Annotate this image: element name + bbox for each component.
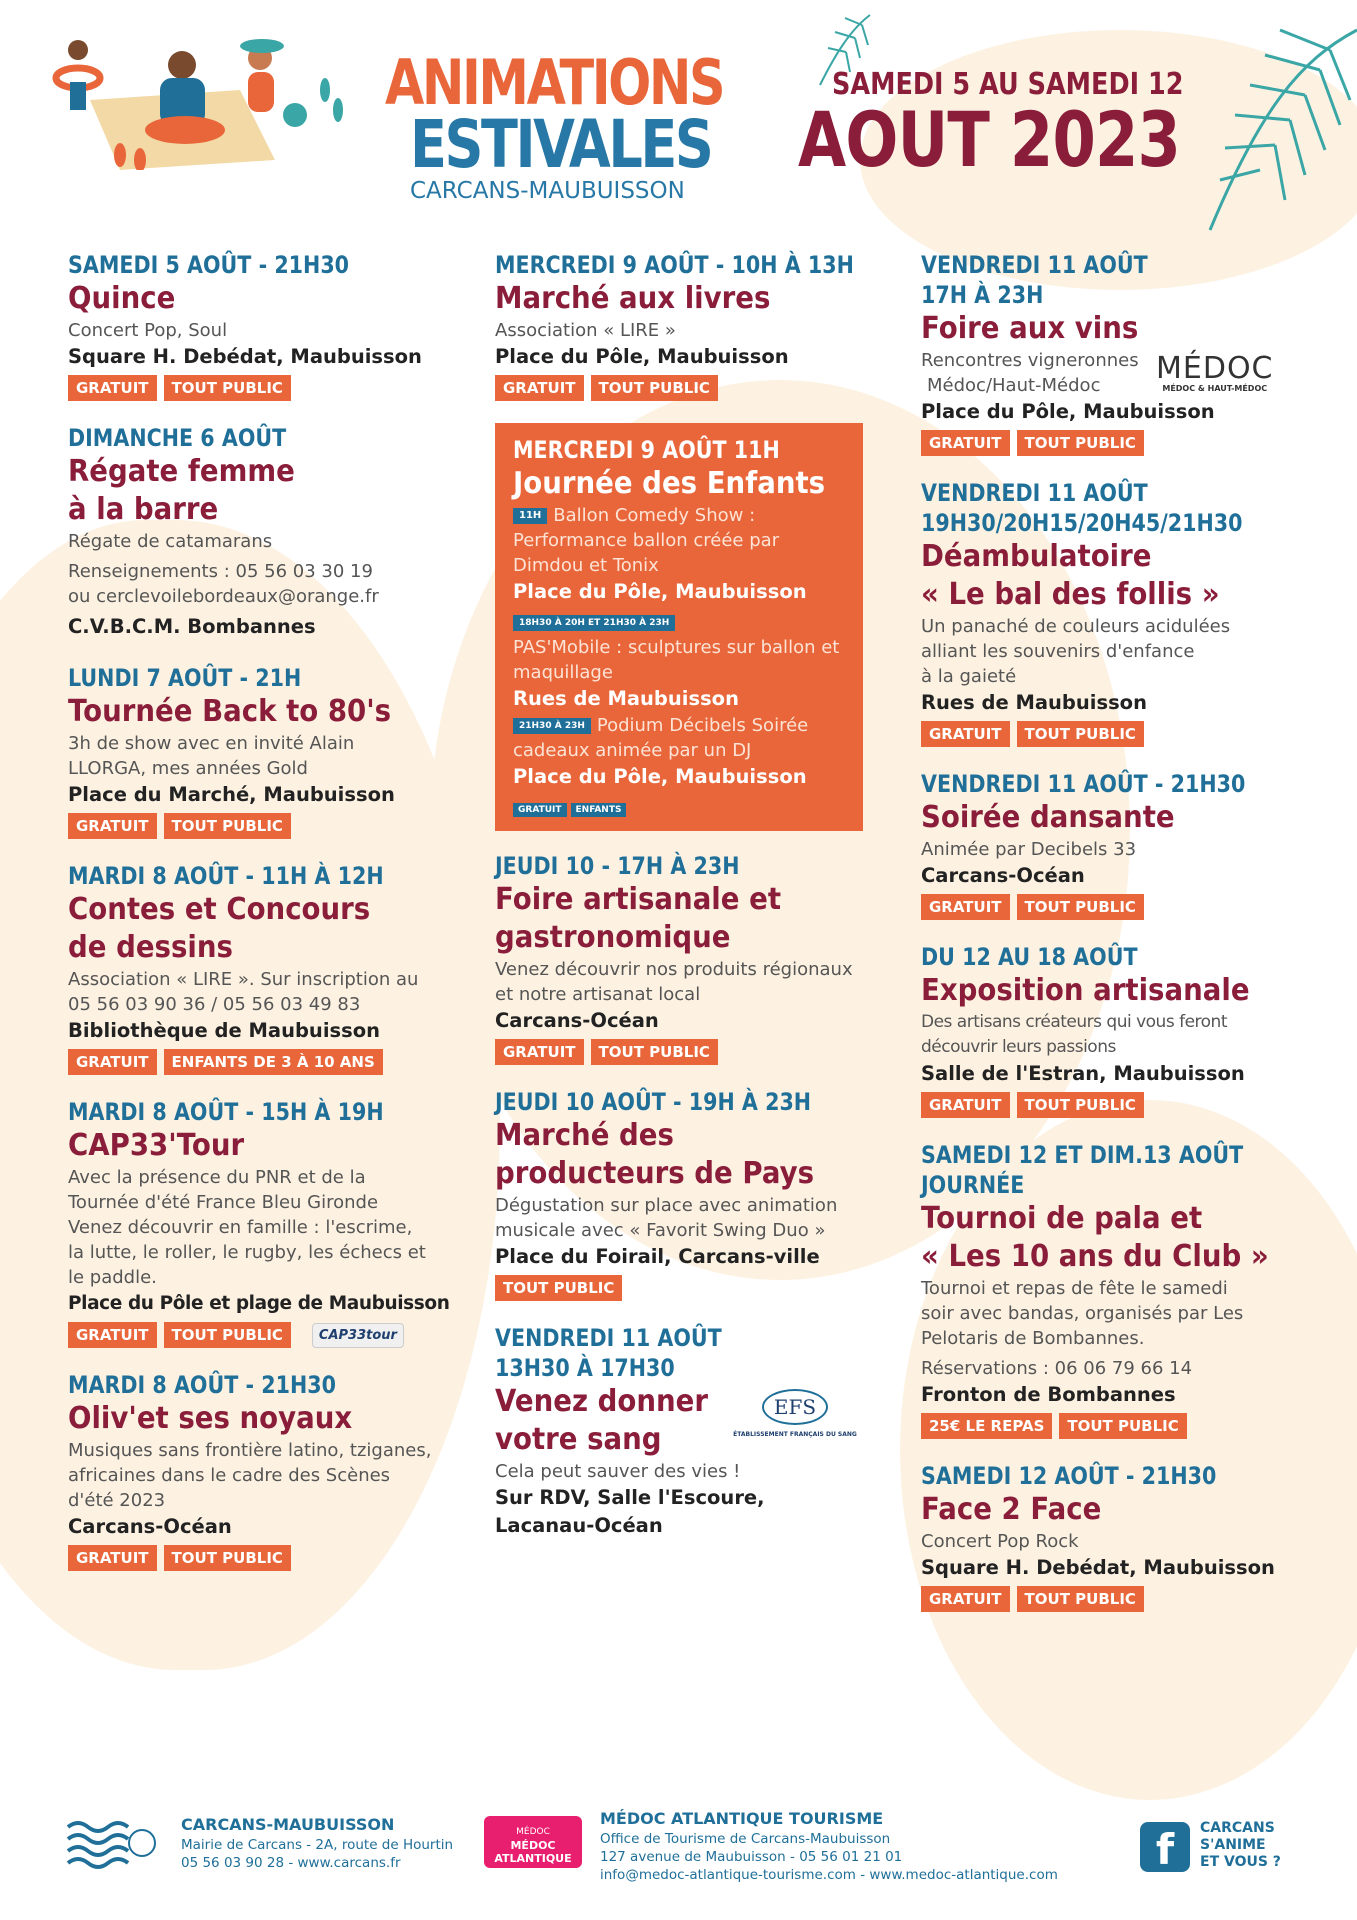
event-title: Oliv'et ses noyaux (68, 1401, 353, 1436)
event-cap33tour (68, 1097, 468, 1348)
tag-audience: TOUT PUBLIC (164, 813, 291, 839)
tag-free: GRATUIT (68, 1322, 157, 1348)
event-location: Place du Pôle, Maubuisson (495, 345, 789, 368)
tag-audience: TOUT PUBLIC (1017, 430, 1144, 456)
event-description: Dégustation sur place avec animation (495, 1195, 838, 1216)
event-description: Cela peut sauver des vies ! (495, 1461, 741, 1482)
event-title-line2: à la barre (68, 492, 219, 527)
event-description: Association « LIRE ». Sur inscription au (68, 969, 419, 990)
tag-audience: TOUT PUBLIC (164, 1322, 291, 1348)
social-line: S'ANIME (1200, 1837, 1266, 1853)
event-foire-vins (921, 250, 1321, 456)
event-time: 13H30 À 17H30 (495, 1354, 675, 1382)
event-title-line2: « Le bal des follis » (921, 577, 1220, 612)
event-description: découvrir leurs passions (921, 1037, 1116, 1057)
event-title: CAP33'Tour (68, 1128, 245, 1163)
activity-text: PAS'Mobile : sculptures sur ballon et (513, 637, 840, 658)
event-description: 05 56 03 90 36 / 05 56 03 49 83 (68, 994, 361, 1015)
tag-free: GRATUIT (68, 1545, 157, 1571)
kids-activity-2 (513, 610, 845, 635)
event-description: Avec la présence du PNR et de la (68, 1167, 366, 1188)
event-location: Carcans-Océan (921, 864, 1085, 887)
event-description: Tournoi et repas de fête le samedi (921, 1278, 1228, 1299)
event-date: MARDI 8 AOÛT - 11H À 12H (68, 862, 384, 890)
footer-tourisme-title: MÉDOC ATLANTIQUE TOURISME (600, 1809, 884, 1828)
event-location: Carcans-Océan (495, 1009, 659, 1032)
event-location: Salle de l'Estran, Maubuisson (921, 1062, 1245, 1085)
event-title: Face 2 Face (921, 1492, 1102, 1527)
event-date: VENDREDI 11 AOÛT (921, 479, 1148, 507)
event-oliv (68, 1370, 468, 1571)
dates-month-year: AOUT 2023 (798, 95, 1181, 184)
tag-free: GRATUIT (495, 375, 584, 401)
event-foire-artisanale (495, 851, 895, 1065)
event-description: Un panaché de couleurs acidulées (921, 616, 1231, 637)
event-deambulatoire (921, 478, 1321, 747)
event-face2face (921, 1461, 1321, 1612)
cap33-logo: CAP33tour (312, 1323, 404, 1348)
palm-leaf-icon (1180, 0, 1357, 250)
event-quince (68, 250, 468, 401)
tag-audience: TOUT PUBLIC (164, 1545, 291, 1571)
tag-free: GRATUIT (921, 1586, 1010, 1612)
event-title: Journée des Enfants (513, 466, 826, 501)
tag-free: GRATUIT (921, 894, 1010, 920)
time-badge: 21H30 À 23H (513, 718, 591, 734)
event-title-line2: producteurs de Pays (495, 1156, 815, 1191)
event-soiree-dansante (921, 769, 1321, 920)
event-location: Lacanau-Océan (495, 1514, 663, 1537)
tag-audience: TOUT PUBLIC (591, 1039, 718, 1065)
tag-audience: TOUT PUBLIC (1017, 1092, 1144, 1118)
carcans-waves-logo (66, 1815, 156, 1871)
event-title: Quince (68, 281, 176, 316)
event-location: Place du Marché, Maubuisson (68, 783, 395, 806)
event-contes (68, 861, 468, 1075)
event-title: Venez donner (495, 1384, 708, 1419)
event-description: Régate de catamarans (68, 531, 273, 552)
efs-logo (725, 1389, 865, 1438)
event-description: soir avec bandas, organisés par Les (921, 1303, 1244, 1324)
event-location: Carcans-Océan (68, 1515, 232, 1538)
event-date: VENDREDI 11 AOÛT (495, 1324, 722, 1352)
kids-activity-1 (513, 503, 845, 528)
activity-text: Podium Décibels Soirée (596, 715, 809, 736)
medoc-atlantique-logo-text: MÉDOC ATLANTIQUE (494, 1839, 572, 1865)
event-tournoi-pala (921, 1140, 1321, 1439)
footer-tourisme-office: Office de Tourisme de Carcans-Maubuisson (600, 1831, 891, 1847)
medoc-atlantique-logo (484, 1816, 582, 1875)
event-title: Exposition artisanale (921, 973, 1250, 1008)
event-date: MARDI 8 AOÛT - 15H À 19H (68, 1098, 384, 1126)
event-back-to-80s (68, 663, 468, 839)
event-title-line2: votre sang (495, 1422, 662, 1457)
medoc-logo-subtitle: MÉDOC & HAUT-MÉDOC (1162, 384, 1268, 393)
tag-audience: TOUT PUBLIC (1017, 894, 1144, 920)
event-location: Place du Pôle, Maubuisson (513, 580, 807, 603)
tag-audience: TOUT PUBLIC (164, 375, 291, 401)
event-location: Bibliothèque de Maubuisson (68, 1019, 380, 1042)
event-description: Venez découvrir en famille : l'escrime, (68, 1217, 413, 1238)
tag-audience: TOUT PUBLIC (1059, 1413, 1186, 1439)
event-location: Fronton de Bombannes (921, 1383, 1176, 1406)
efs-logo-text: EFS (762, 1389, 828, 1425)
event-info: Renseignements : 05 56 03 30 19 (68, 561, 373, 582)
medoc-logo (1156, 351, 1274, 393)
time-badge: 11H (513, 508, 547, 524)
event-location: Rues de Maubuisson (513, 687, 739, 710)
event-don-sang (495, 1323, 895, 1540)
event-exposition (921, 942, 1321, 1118)
event-title: Régate femme (68, 454, 295, 489)
event-location: Square H. Debédat, Maubuisson (921, 1556, 1275, 1579)
event-date: SAMEDI 12 ET DIM.13 AOÛT (921, 1141, 1244, 1169)
event-date: MERCREDI 9 AOÛT 11H (513, 436, 780, 464)
tag-audience: TOUT PUBLIC (591, 375, 718, 401)
event-title: Déambulatoire (921, 539, 1152, 574)
tag-audience: TOUT PUBLIC (495, 1275, 622, 1301)
social-line: ET VOUS ? (1200, 1854, 1281, 1870)
activity-text: Performance ballon créée par (513, 530, 780, 551)
tag-free: GRATUIT (68, 1049, 157, 1075)
tag-audience: TOUT PUBLIC (1017, 721, 1144, 747)
footer-carcans-title: CARCANS-MAUBUISSON (181, 1815, 395, 1834)
social-line: CARCANS (1200, 1820, 1275, 1836)
tag-audience: ENFANTS (571, 803, 627, 817)
tag-free: GRATUIT (513, 803, 567, 817)
tag-free: GRATUIT (921, 721, 1010, 747)
medoc-atlantique-logo-sub: TOURISME (515, 1868, 551, 1875)
event-description: le paddle. (68, 1267, 157, 1288)
event-date: MERCREDI 9 AOÛT - 10H À 13H (495, 251, 854, 279)
event-description: Concert Pop, Soul (68, 320, 228, 341)
dates-range: SAMEDI 5 AU SAMEDI 12 (832, 67, 1184, 102)
beach-illustration (40, 20, 350, 170)
tag-free: GRATUIT (921, 430, 1010, 456)
event-description: LLORGA, mes années Gold (68, 758, 308, 779)
event-title-line2: gastronomique (495, 920, 731, 955)
event-reservation: Réservations : 06 06 79 66 14 (921, 1358, 1193, 1379)
event-description: Rencontres vigneronnes (921, 350, 1139, 371)
medoc-atlantique-logo-top: MÉDOC (516, 1827, 550, 1837)
event-title-line2: de dessins (68, 930, 233, 965)
efs-logo-subtitle: ÉTABLISSEMENT FRANÇAIS DU SANG (733, 1431, 857, 1438)
event-date: JEUDI 10 - 17H À 23H (495, 852, 740, 880)
kids-day-box (495, 423, 863, 831)
event-description: Venez découvrir nos produits régionaux (495, 959, 853, 980)
time-badge: 18H30 À 20H ET 21H30 À 23H (513, 615, 675, 631)
tag-free: GRATUIT (68, 813, 157, 839)
footer-tourisme (600, 1808, 1058, 1884)
footer-tourisme-web: info@medoc-atlantique-tourisme.com - www.medoc-atlantique.com (600, 1867, 1058, 1883)
event-description: d'été 2023 (68, 1490, 166, 1511)
activity-text: Dimdou et Tonix (513, 555, 659, 576)
event-title: Foire artisanale et (495, 882, 782, 917)
event-regate (68, 423, 468, 641)
footer-carcans-address: Mairie de Carcans - 2A, route de Hourtin (181, 1837, 454, 1853)
event-location: Sur RDV, Salle l'Escoure, (495, 1486, 765, 1509)
event-date: MARDI 8 AOÛT - 21H30 (68, 1371, 336, 1399)
event-title: Tournée Back to 80's (68, 694, 392, 729)
event-location: Square H. Debédat, Maubuisson (68, 345, 422, 368)
event-description: et notre artisanat local (495, 984, 701, 1005)
event-marche-livres (495, 250, 895, 401)
event-description: à la gaieté (921, 666, 1017, 687)
activity-text: maquillage (513, 662, 613, 683)
event-title: Soirée dansante (921, 800, 1175, 835)
facebook-icon[interactable]: f (1140, 1822, 1190, 1872)
event-marche-producteurs (495, 1087, 895, 1301)
event-date: LUNDI 7 AOÛT - 21H (68, 664, 302, 692)
tag-free: GRATUIT (495, 1039, 584, 1065)
event-description: Musiques sans frontière latino, tziganes, (68, 1440, 432, 1461)
event-description: Animée par Decibels 33 (921, 839, 1137, 860)
footer-carcans-contact: 05 56 03 90 28 - www.carcans.fr (181, 1855, 401, 1871)
event-title: Tournoi de pala et (921, 1201, 1203, 1236)
kids-activity-3 (513, 713, 845, 738)
event-time: JOURNÉE (921, 1171, 1025, 1199)
event-title-line2: « Les 10 ans du Club » (921, 1239, 1269, 1274)
event-description: Association « LIRE » (495, 320, 676, 341)
event-location: Place du Foirail, Carcans-ville (495, 1245, 820, 1268)
palm-leaf-icon (810, 10, 880, 90)
medoc-logo-text: MÉDOC (1156, 351, 1274, 386)
tag-audience: ENFANTS DE 3 À 10 ANS (164, 1049, 383, 1075)
event-location: Place du Pôle, Maubuisson (513, 765, 807, 788)
column-1 (68, 250, 468, 1593)
event-description: 3h de show avec en invité Alain (68, 733, 355, 754)
event-description: Médoc/Haut-Médoc (927, 375, 1101, 396)
event-date: VENDREDI 11 AOÛT (921, 251, 1148, 279)
activity-text: cadeaux animée par un DJ (513, 740, 752, 761)
event-description: musicale avec « Favorit Swing Duo » (495, 1220, 826, 1241)
event-description: Tournée d'été France Bleu Gironde (68, 1192, 379, 1213)
header (0, 0, 1357, 240)
column-3 (921, 250, 1321, 1634)
tag-free: GRATUIT (68, 375, 157, 401)
logo-place: CARCANS-MAUBUISSON (410, 178, 685, 204)
event-location: Rues de Maubuisson (921, 691, 1147, 714)
column-2 (495, 250, 895, 1562)
logo-title-estivales: ESTIVALES (410, 106, 712, 183)
logo-title-animations: ANIMATIONS (385, 46, 724, 119)
footer-social (1200, 1820, 1281, 1871)
event-location: Place du Pôle, Maubuisson (921, 400, 1215, 423)
event-description: Des artisans créateurs qui vous feront (921, 1012, 1227, 1032)
event-title: Foire aux vins (921, 311, 1139, 346)
event-title: Marché aux livres (495, 281, 771, 316)
event-location: C.V.B.C.M. Bombannes (68, 615, 316, 638)
event-date: DU 12 AU 18 AOÛT (921, 943, 1138, 971)
tag-free: GRATUIT (921, 1092, 1010, 1118)
event-time: 19H30/20H15/20H45/21H30 (921, 509, 1243, 537)
event-date: VENDREDI 11 AOÛT - 21H30 (921, 770, 1246, 798)
event-title: Marché des (495, 1118, 674, 1153)
event-email: ou cerclevoilebordeaux@orange.fr (68, 586, 379, 607)
tag-audience: TOUT PUBLIC (1017, 1586, 1144, 1612)
activity-text: Ballon Comedy Show : (553, 505, 756, 526)
event-date: SAMEDI 12 AOÛT - 21H30 (921, 1462, 1217, 1490)
event-description: africaines dans le cadre des Scènes (68, 1465, 391, 1486)
event-title: Contes et Concours (68, 892, 371, 927)
event-date: DIMANCHE 6 AOÛT (68, 424, 287, 452)
footer-carcans (181, 1814, 453, 1872)
event-location: Place du Pôle et plage de Maubuisson (68, 1293, 450, 1314)
footer-tourisme-address: 127 avenue de Maubuisson - 05 56 01 21 01 (600, 1849, 903, 1865)
event-description: alliant les souvenirs d'enfance (921, 641, 1195, 662)
event-description: Concert Pop Rock (921, 1531, 1079, 1552)
event-description: la lutte, le roller, le rugby, les échecs et (68, 1242, 426, 1263)
event-time: 17H À 23H (921, 281, 1044, 309)
tag-price: 25€ LE REPAS (921, 1413, 1052, 1439)
event-date: SAMEDI 5 AOÛT - 21H30 (68, 251, 350, 279)
event-date: JEUDI 10 AOÛT - 19H À 23H (495, 1088, 812, 1116)
event-description: Pelotaris de Bombannes. (921, 1328, 1145, 1349)
